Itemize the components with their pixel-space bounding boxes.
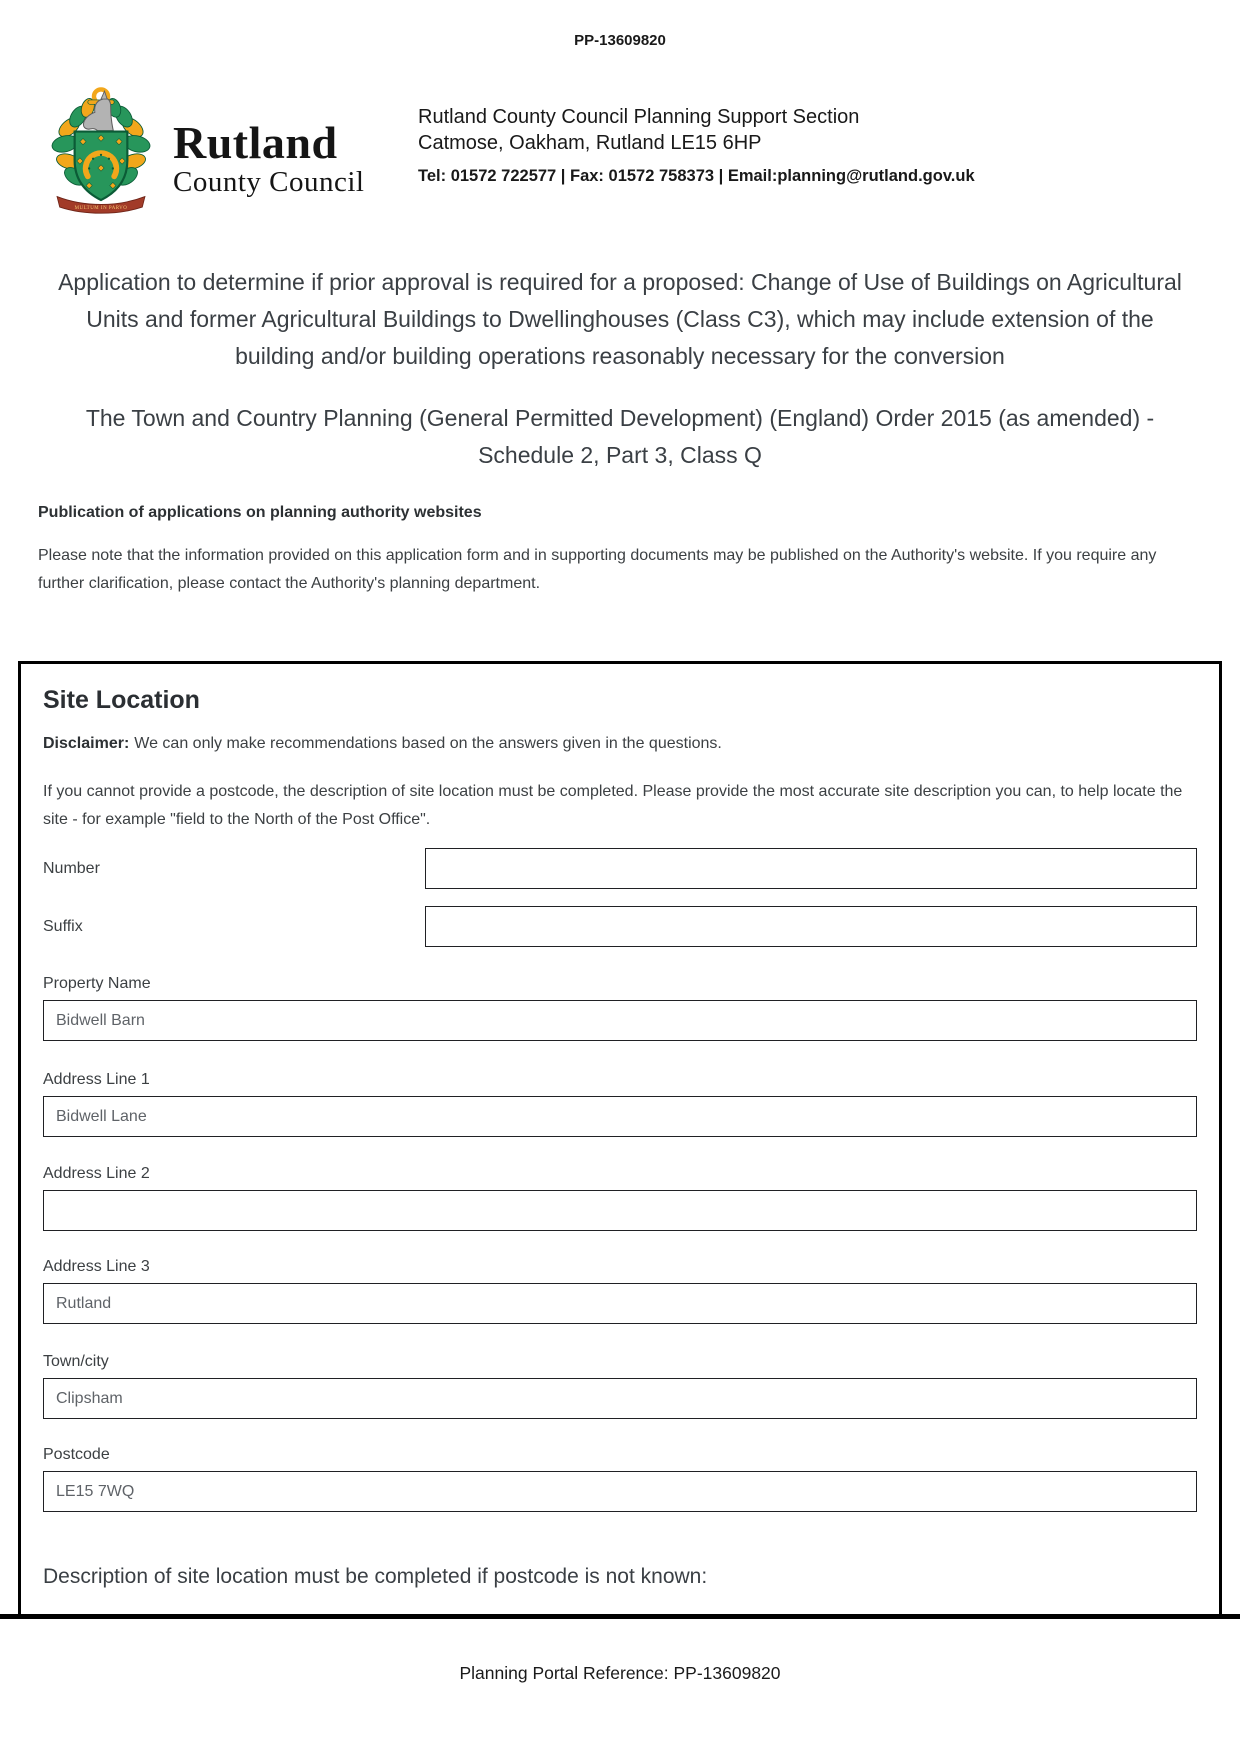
document-header — [45, 85, 1200, 215]
field-row-postcode — [43, 1446, 1197, 1512]
site-location-section — [18, 661, 1222, 1614]
property-name-label: Property Name — [43, 975, 151, 992]
address-line-2-input[interactable] — [43, 1190, 1197, 1231]
planning-reference-top: PP-13609820 — [574, 32, 666, 49]
logo-name-line2: County Council — [173, 166, 365, 198]
contact-section-name: Rutland County Council Planning Support Section — [418, 106, 860, 128]
page-break-divider — [0, 1614, 1240, 1619]
number-label: Number — [43, 859, 100, 877]
legislation-subtitle: The Town and Country Planning (General Permitted Development) (England) Order 2015 (as amended) - Schedule 2, Part 3, Class Q — [85, 405, 1155, 468]
field-row-address-line-3 — [43, 1258, 1197, 1324]
crest-motto: MULTUM IN PARVO — [74, 205, 128, 211]
site-location-intro: If you cannot provide a postcode, the description of site location must be completed. Please provide the most accurate site description you can, to help locate the site - for example "field to the North of the Post Office". — [43, 783, 1183, 828]
town-city-input[interactable] — [43, 1378, 1197, 1419]
address-line-3-label: Address Line 3 — [43, 1258, 150, 1275]
planning-portal-reference-footer: Planning Portal Reference: PP-13609820 — [459, 1663, 781, 1683]
publication-heading: Publication of applications on planning authority websites — [38, 504, 482, 521]
address-line-2-label: Address Line 2 — [43, 1165, 150, 1182]
postcode-input[interactable] — [43, 1471, 1197, 1512]
field-row-property-name — [43, 975, 1197, 1041]
field-row-suffix — [43, 906, 1197, 947]
council-logo — [45, 85, 418, 215]
council-logo-text — [173, 85, 364, 215]
rutland-coat-of-arms-icon — [45, 85, 157, 215]
field-row-town-city — [43, 1353, 1197, 1419]
description-note: Description of site location must be completed if postcode is not known: — [43, 1565, 708, 1588]
logo-name-line1: Rutland — [173, 117, 338, 168]
disclaimer-text: We can only make recommendations based on the answers given in the questions. — [134, 735, 722, 752]
application-title: Application to determine if prior approval is required for a proposed: Change of Use of Buildings on Agricultural Units and former Agricultural Buildings to Dwellinghouses (Class C3), which may include extension of the building and/or building operations reasonably necessary for the conversion — [58, 269, 1182, 369]
property-name-input[interactable] — [43, 1000, 1197, 1041]
address-line-3-input[interactable] — [43, 1283, 1197, 1324]
field-row-address-line-2 — [43, 1165, 1197, 1231]
contact-address: Catmose, Oakham, Rutland LE15 6HP — [418, 132, 762, 154]
town-city-label: Town/city — [43, 1353, 109, 1370]
suffix-label: Suffix — [43, 917, 83, 935]
site-location-disclaimer — [43, 735, 1197, 753]
number-input[interactable] — [425, 848, 1197, 889]
field-row-address-line-1 — [43, 1071, 1197, 1137]
council-contact-details — [418, 85, 1200, 187]
site-location-heading: Site Location — [43, 686, 200, 714]
address-line-1-input[interactable] — [43, 1096, 1197, 1137]
postcode-label: Postcode — [43, 1446, 110, 1463]
contact-tel-fax-email: Tel: 01572 722577 | Fax: 01572 758373 | Email:planning@rutland.gov.uk — [418, 167, 975, 185]
publication-body: Please note that the information provided on this application form and in supporting documents may be published on the Authority's website. If you require any further clarification, please contact the Authority's planning department. — [38, 547, 1157, 592]
address-line-1-label: Address Line 1 — [43, 1071, 150, 1088]
field-row-number — [43, 848, 1197, 889]
suffix-input[interactable] — [425, 906, 1197, 947]
disclaimer-label: Disclaimer: — [43, 735, 130, 752]
